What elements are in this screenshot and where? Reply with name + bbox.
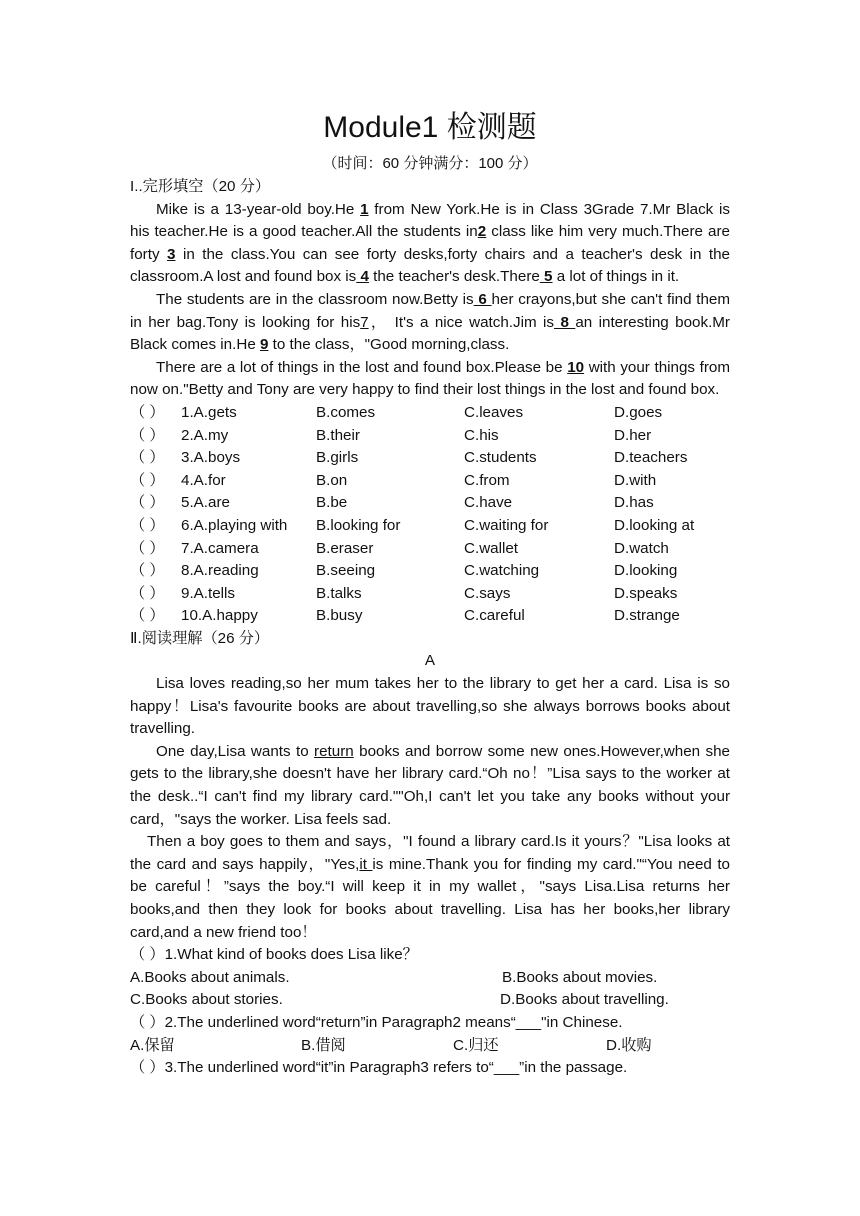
q1-option-c: C.Books about stories.: [130, 991, 283, 1009]
cloze-question-row: [130, 583, 730, 606]
cloze-blank-number: 3: [167, 245, 176, 263]
option-c: C.watching: [464, 562, 540, 580]
option-a: 10.A.happy: [181, 607, 258, 625]
q2-options: [130, 1035, 730, 1058]
option-b: B.be: [316, 494, 348, 512]
q1-option-b: B.Books about movies.: [502, 968, 658, 986]
option-b: B.seeing: [316, 562, 376, 580]
option-d: D.watch: [614, 539, 669, 557]
option-b: B.on: [316, 471, 348, 489]
cloze-text: the teacher's desk.There: [368, 268, 540, 286]
page-subtitle: （时间：60 分钟满分：100 分）: [322, 155, 538, 172]
reading-paragraph-3: [130, 831, 730, 944]
answer-bracket: （ ）: [130, 426, 165, 444]
option-c: C.have: [464, 494, 513, 512]
cloze-text: class like him very much.There are forty: [130, 223, 730, 263]
cloze-question-row: [130, 470, 730, 493]
option-a: 3.A.boys: [181, 449, 241, 467]
option-b: B.their: [316, 426, 360, 444]
answer-bracket: （ ）: [130, 403, 165, 421]
cloze-question-row: [130, 560, 730, 583]
option-a: 5.A.are: [181, 494, 230, 512]
cloze-question-row: [130, 402, 730, 425]
answer-bracket: （ ）: [130, 584, 165, 602]
exam-page: [130, 100, 730, 1080]
q2-option-b: B.借阅: [301, 1036, 346, 1054]
cloze-questions: [130, 402, 730, 628]
option-d: D.speaks: [614, 584, 678, 602]
option-d: D.looking: [614, 562, 678, 580]
option-b: B.looking for: [316, 516, 401, 534]
cloze-paragraph-2: [130, 289, 730, 357]
reading-p2-text-a: One day,Lisa wants to: [156, 742, 315, 760]
cloze-text: There are a lot of things in the lost and found box.Please be: [156, 358, 568, 376]
cloze-blank-number: 2: [477, 223, 487, 241]
q1-option-a: A.Books about animals.: [130, 968, 290, 986]
option-a: 6.A.playing with: [181, 516, 288, 534]
option-d: D.teachers: [614, 449, 688, 467]
cloze-text: an interesting book.Mr Black comes in.He: [130, 313, 730, 354]
cloze-question-row: [130, 515, 730, 538]
option-d: D.has: [614, 494, 654, 512]
cloze-text: from New York.He is in Class 3Grade 7.Mr Black is his teacher.He is a good teacher.All the students in: [130, 200, 730, 241]
reading-paragraph-1: Lisa loves reading,so her mum takes her to the library to get her a card. Lisa is so happy！Lisa's favourite books are about travelling,so she always borrows books about travelling.: [130, 675, 730, 738]
reading-p3-text-b: is mine.Thank you for finding my card."“You need to be careful！”says the boy.“I will keep it in my wallet，"says Lisa.Lisa returns her books,and then they look for books about travelling. Lisa has her books,her library card,and a new friend too！: [130, 855, 730, 941]
cloze-text: her crayons,but she can't find them in her bag.Tony is looking for his: [130, 290, 731, 331]
option-d: D.her: [614, 426, 652, 444]
option-c: C.careful: [464, 607, 525, 625]
option-c: C.students: [464, 449, 537, 467]
cloze-text: in the class.You can see forty desks,forty chairs and a teacher's desk in the classroom.A lost and found box is: [130, 245, 730, 286]
underlined-word-return: return: [314, 742, 354, 760]
cloze-blank-number: 7: [360, 313, 369, 331]
cloze-blank-number: 5: [539, 268, 553, 286]
q1-options-row-1: [130, 967, 730, 990]
page-title: Module1 检测题: [323, 111, 537, 144]
cloze-paragraph-3: [130, 357, 730, 402]
option-c: C.from: [464, 471, 510, 489]
answer-bracket: （ ）: [130, 494, 165, 512]
option-b: B.talks: [316, 584, 362, 602]
option-b: B.girls: [316, 449, 359, 467]
option-b: B.eraser: [316, 539, 374, 557]
answer-bracket: （ ）: [130, 607, 165, 625]
reading-question-2: （ ）2.The underlined word“return”in Paragraph2 means“___"in Chinese.: [130, 1013, 623, 1031]
option-a: 7.A.camera: [181, 539, 259, 557]
cloze-heading: I..完形填空（20 分）: [130, 178, 271, 195]
option-a: 8.A.reading: [181, 562, 259, 580]
option-b: B.comes: [316, 403, 376, 421]
q2-option-c: C.归还: [453, 1036, 499, 1054]
option-a: 9.A.tells: [181, 584, 236, 602]
reading-heading: Ⅱ.阅读理解（26 分）: [130, 629, 270, 647]
underlined-word-it: it: [359, 855, 373, 873]
reading-p2-text-b: books and borrow some new ones.However,when she gets to the library,she doesn't have her library card.“Oh no！”Lisa says to the worker at the desk..“I can't find my library card.""Oh,I can't let you take any books without your card，"says the worker. Lisa feels sad.: [130, 742, 730, 828]
cloze-blank-number: 10: [567, 358, 585, 376]
option-c: C.says: [464, 584, 511, 602]
option-a: 4.A.for: [181, 471, 226, 489]
cloze-text: with your things from now on."Betty and Tony are very happy to find their lost things in the lost and found box.: [130, 358, 730, 399]
q1-option-d: D.Books about travelling.: [500, 991, 669, 1009]
q2-option-d: D.收购: [606, 1036, 652, 1054]
cloze-text: to the class，"Good morning,class.: [268, 336, 510, 354]
option-d: D.with: [614, 471, 657, 489]
cloze-question-row: [130, 492, 730, 515]
cloze-text: a lot of things in it.: [552, 268, 680, 286]
reading-question-1: （ ）1.What kind of books does Lisa like？: [130, 946, 418, 964]
option-c: C.waiting for: [464, 516, 549, 534]
cloze-blank-number: 4: [356, 268, 369, 286]
cloze-paragraph-1: [130, 199, 730, 289]
option-d: D.strange: [614, 607, 680, 625]
option-d: D.goes: [614, 403, 663, 421]
passage-label: A: [424, 652, 436, 670]
cloze-blank-number: 8: [554, 313, 576, 331]
cloze-blank-number: 9: [259, 336, 269, 354]
reading-question-3: （ ）3.The underlined word“it”in Paragraph3 refers to“___”in the passage.: [130, 1059, 628, 1077]
answer-bracket: （ ）: [130, 449, 165, 467]
cloze-passage: [130, 199, 730, 402]
q1-options-row-2: [130, 989, 730, 1012]
cloze-section: [130, 176, 730, 628]
option-c: C.wallet: [464, 539, 519, 557]
option-c: C.his: [464, 426, 499, 444]
reading-p3-text-a: Then a boy goes to them and says，"I found a library card.Is it yours？"Lisa looks at the card and says happily，"Yes,: [130, 833, 730, 873]
cloze-text: Mike is a 13-year-old boy.He: [156, 200, 361, 218]
option-d: D.looking at: [614, 516, 695, 534]
q2-option-a: A.保留: [130, 1036, 175, 1054]
cloze-text: ， It's a nice watch.Jim is: [368, 313, 555, 331]
reading-section: [130, 628, 730, 1080]
answer-bracket: （ ）: [130, 539, 165, 557]
answer-bracket: （ ）: [130, 471, 165, 489]
cloze-question-row: [130, 605, 730, 628]
cloze-blank-number: 1: [360, 200, 369, 218]
option-b: B.busy: [316, 607, 363, 625]
reading-paragraph-2: [130, 741, 730, 831]
cloze-question-row: [130, 447, 730, 470]
answer-bracket: （ ）: [130, 562, 165, 580]
option-c: C.leaves: [464, 403, 524, 421]
option-a: 2.A.my: [181, 426, 229, 444]
answer-bracket: （ ）: [130, 516, 165, 534]
cloze-blank-number: 6: [473, 290, 492, 308]
cloze-question-row: [130, 538, 730, 561]
cloze-question-row: [130, 425, 730, 448]
option-a: 1.A.gets: [181, 403, 237, 421]
cloze-text: The students are in the classroom now.Betty is: [156, 290, 474, 308]
